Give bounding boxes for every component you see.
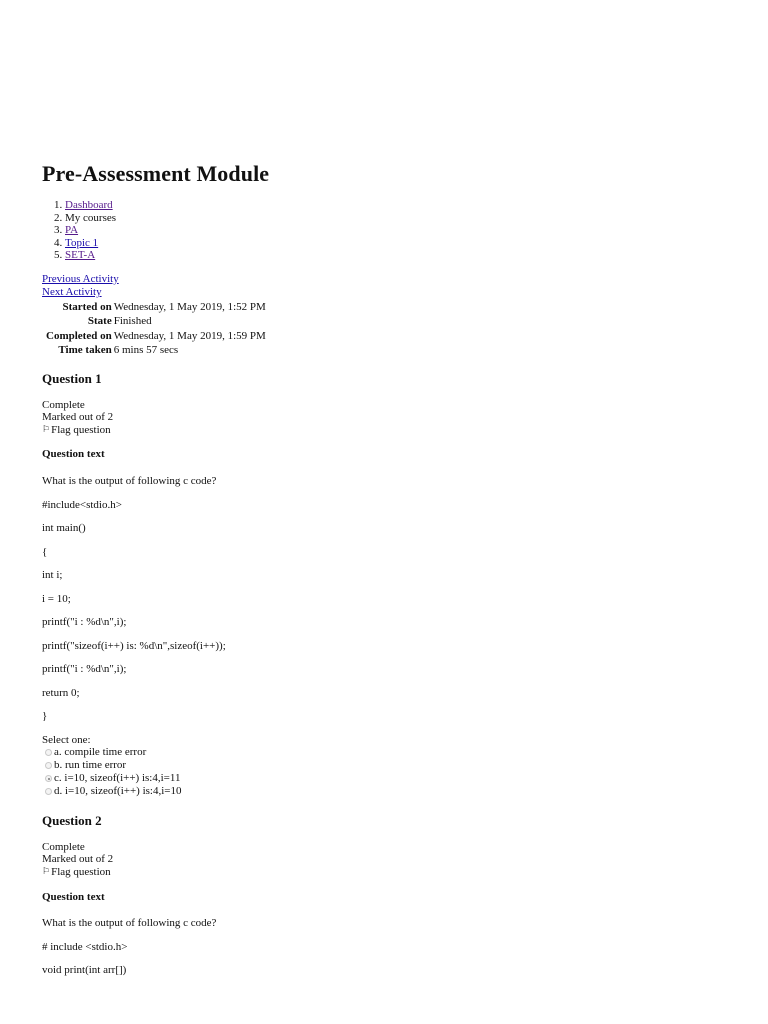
- summary-row-state: [42, 314, 266, 329]
- breadcrumb-item-my-courses: [65, 212, 742, 225]
- question-text-heading: Question text: [42, 890, 105, 903]
- answer-option-label: a. compile time error: [54, 746, 147, 759]
- summary-value: Finished: [113, 315, 152, 328]
- question-text-line: void print(int arr[]): [42, 964, 127, 977]
- question-text-line: printf("i : %d\n",i);: [42, 616, 127, 629]
- summary-value: 6 mins 57 secs: [113, 344, 179, 357]
- question-text-line: i = 10;: [42, 592, 71, 605]
- flag-question-label: Flag question: [51, 865, 111, 878]
- question-text-line: int main(): [42, 522, 86, 535]
- breadcrumb-link-dashboard[interactable]: Dashboard: [65, 199, 113, 212]
- answer-option-label: c. i=10, sizeof(i++) is:4,i=11: [54, 772, 181, 785]
- radio-button[interactable]: [45, 749, 52, 756]
- breadcrumb-link-set-a[interactable]: SET-A: [65, 249, 96, 262]
- flag-question-button[interactable]: [42, 866, 111, 879]
- previous-activity-link[interactable]: Previous Activity: [42, 272, 119, 285]
- question-marks: Marked out of 2: [42, 853, 114, 866]
- quiz-review-page: [42, 160, 742, 988]
- question-text-line: What is the output of following c code?: [42, 475, 217, 488]
- question-text-line: # include <stdio.h>: [42, 940, 128, 953]
- summary-value: Wednesday, 1 May 2019, 1:52 PM: [113, 300, 266, 313]
- radio-button[interactable]: [45, 762, 52, 769]
- select-one-label: Select one:: [42, 733, 91, 746]
- radio-button-selected[interactable]: [45, 775, 52, 782]
- answer-option-b[interactable]: [42, 759, 742, 772]
- flag-question-label: Flag question: [51, 423, 111, 436]
- breadcrumb: [42, 199, 742, 262]
- question-text: [42, 475, 742, 723]
- attempt-summary-table: [42, 300, 266, 358]
- page-title: Pre-Assessment Module: [42, 161, 270, 186]
- answer-option-label: b. run time error: [54, 759, 127, 772]
- question-2: [42, 814, 742, 977]
- answer-option-label: d. i=10, sizeof(i++) is:4,i=10: [54, 785, 182, 798]
- question-heading: Question 1: [42, 370, 102, 386]
- radio-button[interactable]: [45, 788, 52, 795]
- breadcrumb-item-topic-1: [65, 237, 742, 250]
- next-activity-link[interactable]: Next Activity: [42, 286, 102, 299]
- answer-option-d[interactable]: [42, 785, 742, 798]
- question-text-heading: Question text: [42, 448, 105, 461]
- breadcrumb-item-dashboard: [65, 199, 742, 212]
- summary-label: Completed on: [46, 329, 112, 342]
- flag-icon: ⚐: [42, 423, 51, 434]
- breadcrumb-item-pa: [65, 224, 742, 237]
- breadcrumb-link-topic-1[interactable]: Topic 1: [65, 236, 99, 249]
- flag-question-button[interactable]: [42, 424, 111, 437]
- summary-label: Started on: [62, 300, 112, 313]
- question-info: [42, 399, 742, 437]
- question-text-line: }: [42, 710, 48, 723]
- answer-option-a[interactable]: [42, 746, 742, 759]
- breadcrumb-link-pa[interactable]: PA: [65, 224, 79, 237]
- summary-row-completed-on: [42, 329, 266, 344]
- answer-options: [42, 746, 742, 798]
- question-1: [42, 372, 742, 798]
- question-marks: Marked out of 2: [42, 411, 114, 424]
- question-heading: Question 2: [42, 813, 102, 829]
- question-info: [42, 841, 742, 879]
- summary-value: Wednesday, 1 May 2019, 1:59 PM: [113, 329, 266, 342]
- question-text: [42, 917, 742, 977]
- question-text-line: printf("sizeof(i++) is: %d\n",sizeof(i++));: [42, 639, 226, 652]
- question-text-line: #include<stdio.h>: [42, 498, 122, 511]
- question-text-line: What is the output of following c code?: [42, 917, 217, 930]
- question-text-line: return 0;: [42, 686, 80, 699]
- flag-icon: ⚐: [42, 865, 51, 876]
- question-text-line: {: [42, 545, 48, 558]
- answer-option-c[interactable]: [42, 772, 742, 785]
- summary-row-time-taken: [42, 343, 266, 358]
- question-status: Complete: [42, 840, 85, 853]
- summary-label: State: [87, 315, 112, 328]
- summary-label: Time taken: [58, 344, 112, 357]
- breadcrumb-item-set-a: [65, 249, 742, 262]
- summary-row-started-on: [42, 300, 266, 315]
- activity-navigation: [42, 273, 742, 300]
- question-text-line: int i;: [42, 569, 63, 582]
- breadcrumb-label-my-courses: My courses: [65, 211, 117, 224]
- question-status: Complete: [42, 398, 85, 411]
- question-text-line: printf("i : %d\n",i);: [42, 663, 127, 676]
